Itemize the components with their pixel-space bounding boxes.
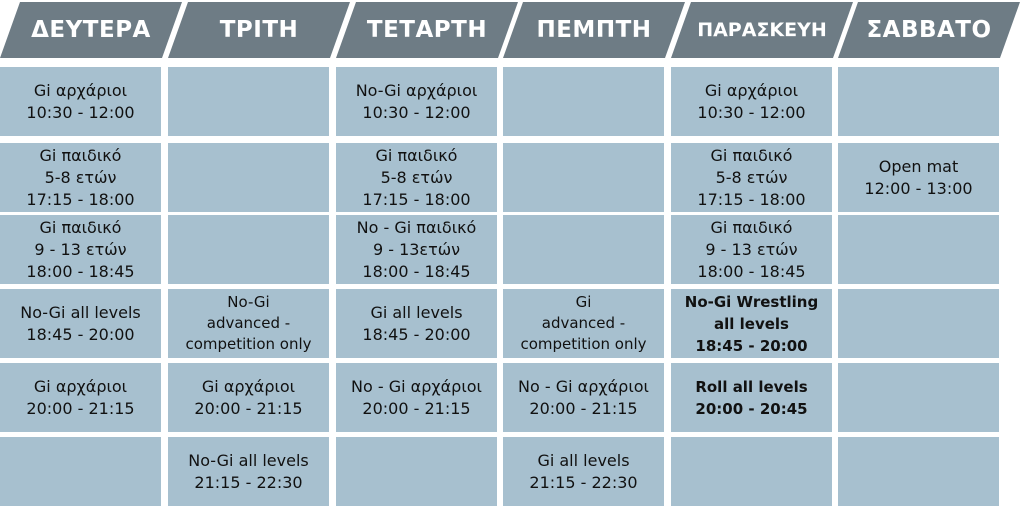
class-text-line: Gi αρχάριοι [33, 80, 128, 100]
day-label: ΤΡΙΤΗ [219, 17, 299, 43]
schedule-cell [838, 215, 999, 284]
day-header-thursday [503, 2, 685, 58]
schedule-cell [503, 215, 664, 284]
day-label: ΣΑΒΒΑΤΟ [866, 17, 992, 43]
class-text-line: Open mat [878, 156, 959, 176]
schedule-cell [336, 143, 497, 212]
class-text-line: all levels [714, 314, 789, 333]
schedule-cell [671, 215, 832, 284]
class-info [864, 156, 972, 200]
class-info [188, 450, 309, 494]
day-header-saturday [838, 2, 1020, 58]
class-text-line: Roll all levels [695, 377, 808, 396]
class-text-line: No - Gi παιδικό [356, 217, 477, 237]
class-info [362, 145, 470, 211]
class-info [697, 217, 805, 283]
class-info [697, 80, 805, 124]
day-label: ΠΑΡΑΣΚΕΥΗ [697, 19, 827, 41]
schedule-cell [503, 289, 664, 358]
schedule-cell [336, 289, 497, 358]
schedule-cell [0, 289, 161, 358]
class-text-line: 5-8 ετών [380, 167, 453, 187]
class-text-line: 18:00 - 18:45 [697, 261, 806, 281]
schedule-cell [336, 215, 497, 284]
schedule-cell [838, 289, 999, 358]
class-info [362, 302, 470, 346]
class-info [26, 376, 134, 420]
day-header-friday [671, 2, 853, 58]
class-text-line: 20:00 - 20:45 [695, 399, 808, 418]
class-text-line: Gi all levels [370, 302, 463, 322]
schedule-cell [336, 67, 497, 136]
schedule-cell [671, 143, 832, 212]
schedule-cell [671, 363, 832, 432]
schedule-cell [168, 67, 329, 136]
class-text-line: Gi αρχάριοι [33, 376, 128, 396]
schedule-cell [503, 67, 664, 136]
class-text-line: 5-8 ετών [44, 167, 117, 187]
schedule-cell [671, 289, 832, 358]
schedule-cell [671, 67, 832, 136]
class-text-line: 10:30 - 12:00 [362, 102, 471, 122]
day-header-tuesday [168, 2, 350, 58]
schedule-cell [0, 215, 161, 284]
class-text-line: competition only [185, 335, 312, 353]
class-text-line: Gi [575, 293, 592, 311]
class-text-line: 17:15 - 18:00 [697, 189, 806, 209]
schedule-cell [336, 437, 497, 506]
class-info [685, 291, 818, 357]
class-info [185, 292, 311, 355]
class-text-line: Gi παιδικό [375, 145, 458, 165]
schedule-cell [168, 215, 329, 284]
schedule-cell [503, 143, 664, 212]
class-text-line: No - Gi αρχάριοι [518, 376, 649, 396]
day-label: ΠΕΜΠΤΗ [536, 17, 652, 43]
class-text-line: 18:45 - 20:00 [26, 324, 135, 344]
schedule-cell [838, 67, 999, 136]
class-text-line: 10:30 - 12:00 [26, 102, 135, 122]
class-info [20, 302, 141, 346]
class-text-line: 20:00 - 21:15 [26, 398, 135, 418]
schedule-cell [503, 437, 664, 506]
class-text-line: competition only [520, 335, 647, 353]
class-info [194, 376, 302, 420]
schedule-cell [503, 363, 664, 432]
class-text-line: 21:15 - 22:30 [194, 472, 303, 492]
schedule-cell [0, 67, 161, 136]
class-text-line: No-Gi Wrestling [684, 292, 819, 311]
schedule-cell [0, 437, 161, 506]
class-text-line: 20:00 - 21:15 [529, 398, 638, 418]
schedule-cell [168, 363, 329, 432]
schedule-cell [671, 437, 832, 506]
class-info [518, 376, 649, 420]
class-text-line: 17:15 - 18:00 [362, 189, 471, 209]
class-info [356, 80, 478, 124]
day-header-row [0, 0, 1024, 60]
day-label: ΤΕΤΑΡΤΗ [366, 17, 488, 43]
class-text-line: advanced - [541, 314, 626, 332]
schedule-cell [168, 143, 329, 212]
class-text-line: 18:00 - 18:45 [362, 261, 471, 281]
schedule-cell [336, 363, 497, 432]
class-text-line: advanced - [206, 314, 291, 332]
class-text-line: 9 - 13 ετών [705, 239, 798, 259]
class-text-line: 10:30 - 12:00 [697, 102, 806, 122]
class-info [695, 376, 807, 420]
class-text-line: No-Gi all levels [20, 302, 141, 322]
schedule-cell [838, 143, 999, 212]
class-text-line: 20:00 - 21:15 [194, 398, 303, 418]
class-info [26, 80, 134, 124]
schedule-cell [168, 437, 329, 506]
class-text-line: 18:45 - 20:00 [362, 324, 471, 344]
class-text-line: No-Gi all levels [188, 450, 309, 470]
day-header-monday [0, 2, 182, 58]
schedule-cell [0, 143, 161, 212]
class-info [697, 145, 805, 211]
class-text-line: Gi παιδικό [710, 145, 793, 165]
class-text-line: 20:00 - 21:15 [362, 398, 471, 418]
class-text-line: 12:00 - 13:00 [864, 178, 973, 198]
class-text-line: Gi αρχάριοι [201, 376, 296, 396]
class-text-line: Gi παιδικό [710, 217, 793, 237]
class-info [357, 217, 477, 283]
class-text-line: Gi αρχάριοι [704, 80, 799, 100]
class-text-line: Gi παιδικό [39, 217, 122, 237]
class-text-line: 5-8 ετών [715, 167, 788, 187]
day-label: ΔΕΥΤΕΡΑ [31, 17, 151, 43]
class-info [529, 450, 637, 494]
class-text-line: 21:15 - 22:30 [529, 472, 638, 492]
schedule-cell [838, 363, 999, 432]
class-text-line: No-Gi αρχάριοι [355, 80, 478, 100]
class-text-line: 9 - 13ετών [372, 239, 461, 259]
schedule-cell [0, 363, 161, 432]
class-text-line: No - Gi αρχάριοι [351, 376, 482, 396]
schedule-cell [168, 289, 329, 358]
class-text-line: Gi all levels [537, 450, 630, 470]
class-info [351, 376, 482, 420]
class-text-line: No-Gi [227, 293, 270, 311]
class-text-line: 9 - 13 ετών [34, 239, 127, 259]
class-text-line: 18:45 - 20:00 [695, 336, 808, 355]
day-header-wednesday [336, 2, 518, 58]
class-info [520, 292, 646, 355]
class-text-line: 17:15 - 18:00 [26, 189, 135, 209]
class-info [26, 217, 134, 283]
class-text-line: 18:00 - 18:45 [26, 261, 135, 281]
class-text-line: Gi παιδικό [39, 145, 122, 165]
class-info [26, 145, 134, 211]
schedule-cell [838, 437, 999, 506]
